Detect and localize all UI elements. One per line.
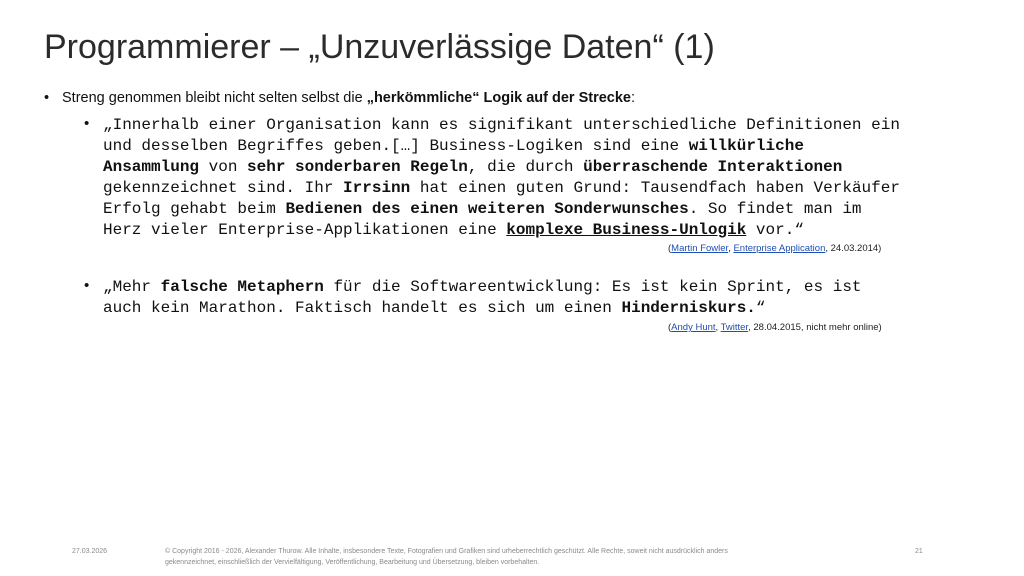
quote-emphasis: falsche Metaphern xyxy=(160,278,324,296)
quote-fowler xyxy=(84,115,984,241)
quote-emphasis: Irrsinn xyxy=(343,179,411,197)
quote-emphasis: willkürliche xyxy=(688,137,804,155)
quote-fragment: für die Softwareentwicklung: Es ist kein Sprint, es ist xyxy=(323,278,862,296)
source-text: , 24.03.2014) xyxy=(825,243,882,254)
quote-fragment: “ xyxy=(755,299,766,317)
quote-fragment: von xyxy=(199,158,248,176)
main-bullet-prefix: Streng genommen bleibt nicht selten selbst die xyxy=(62,90,367,106)
quote-hunt-text xyxy=(103,277,984,319)
source-text: , xyxy=(728,243,734,254)
quote-fowler-text xyxy=(103,115,984,241)
quote-fragment: hat einen guten Grund: Tausendfach haben Verkäufer xyxy=(410,179,900,197)
quote-fragment: „Innerhalb einer Organisation kann es signifikant unterschiedliche Definitionen ein xyxy=(103,116,900,134)
quote-fragment: und desselben Begriffes geben.[…] Business-Logiken sind eine xyxy=(103,137,689,155)
quote-fragment: „Mehr xyxy=(103,278,161,296)
slide-title: Programmierer – „Unzuverlässige Daten“ (1) xyxy=(44,28,715,66)
footer-date: 27.03.2026 xyxy=(72,548,108,555)
quote-line xyxy=(103,277,984,298)
source-work-link[interactable]: Enterprise Application xyxy=(733,243,826,254)
source-work-link[interactable]: Twitter xyxy=(720,322,749,333)
quote-fragment: . So findet man im xyxy=(688,200,862,218)
quote-line xyxy=(103,199,984,220)
source-text: ( xyxy=(668,322,672,333)
bullet-dot: • xyxy=(44,90,50,106)
copyright-line: © Copyright 2016 - 2026, Alexander Thurow. Alle Inhalte, insbesondere Texte, Fotografien und Grafiken sind urheberrechtlich geschützt. Alle Rechte, soweit nicht ausdrücklich anders xyxy=(165,548,728,555)
quote-line xyxy=(103,136,984,157)
source-hunt xyxy=(668,322,882,333)
quote-fragment: vor.“ xyxy=(746,221,804,239)
bullet-dot: • xyxy=(84,115,90,132)
main-bullet xyxy=(44,90,635,106)
quote-fragment: auch kein Marathon. Faktisch handelt es sich um einen xyxy=(103,299,622,317)
source-text: ( xyxy=(668,243,672,254)
source-author-link[interactable]: Martin Fowler xyxy=(671,243,729,254)
source-fowler xyxy=(668,243,881,254)
page-number: 21 xyxy=(915,548,923,555)
quote-emphasis: sehr sonderbaren Regeln xyxy=(247,158,468,176)
quote-line xyxy=(103,298,984,319)
source-text: , 28.04.2015, nicht mehr online) xyxy=(748,322,882,333)
quote-fragment: Herz vieler Enterprise-Applikationen eine xyxy=(103,221,507,239)
quote-fragment: gekennzeichnet sind. Ihr xyxy=(103,179,344,197)
footer-copyright xyxy=(165,546,825,568)
main-bullet-emphasis: „herkömmliche“ Logik auf der Strecke xyxy=(366,90,631,106)
source-text: , xyxy=(715,322,721,333)
quote-emphasis: überraschende Interaktionen xyxy=(583,158,843,176)
quote-line xyxy=(103,178,984,199)
quote-hunt xyxy=(84,277,984,319)
quote-fragment: Erfolg gehabt beim xyxy=(103,200,286,218)
quote-fragment: , die durch xyxy=(467,158,584,176)
quote-emphasis: Bedienen des einen weiteren Sonderwunsches xyxy=(285,200,689,218)
quote-line xyxy=(103,220,984,241)
quote-emphasis-underlined: komplexe Business-Unlogik xyxy=(506,221,747,239)
quote-emphasis: Hinderniskurs. xyxy=(621,299,756,317)
quote-line xyxy=(103,157,984,178)
bullet-dot: • xyxy=(84,277,90,294)
copyright-line: gekennzeichnet, einschließlich der Vervielfältigung, Veröffentlichung, Bearbeitung und Übersetzung, bleiben vorbehalten. xyxy=(165,559,540,566)
source-author-link[interactable]: Andy Hunt xyxy=(671,322,716,333)
quote-emphasis: Ansammlung xyxy=(103,158,200,176)
main-bullet-suffix: : xyxy=(631,90,636,106)
quote-line xyxy=(103,115,984,136)
